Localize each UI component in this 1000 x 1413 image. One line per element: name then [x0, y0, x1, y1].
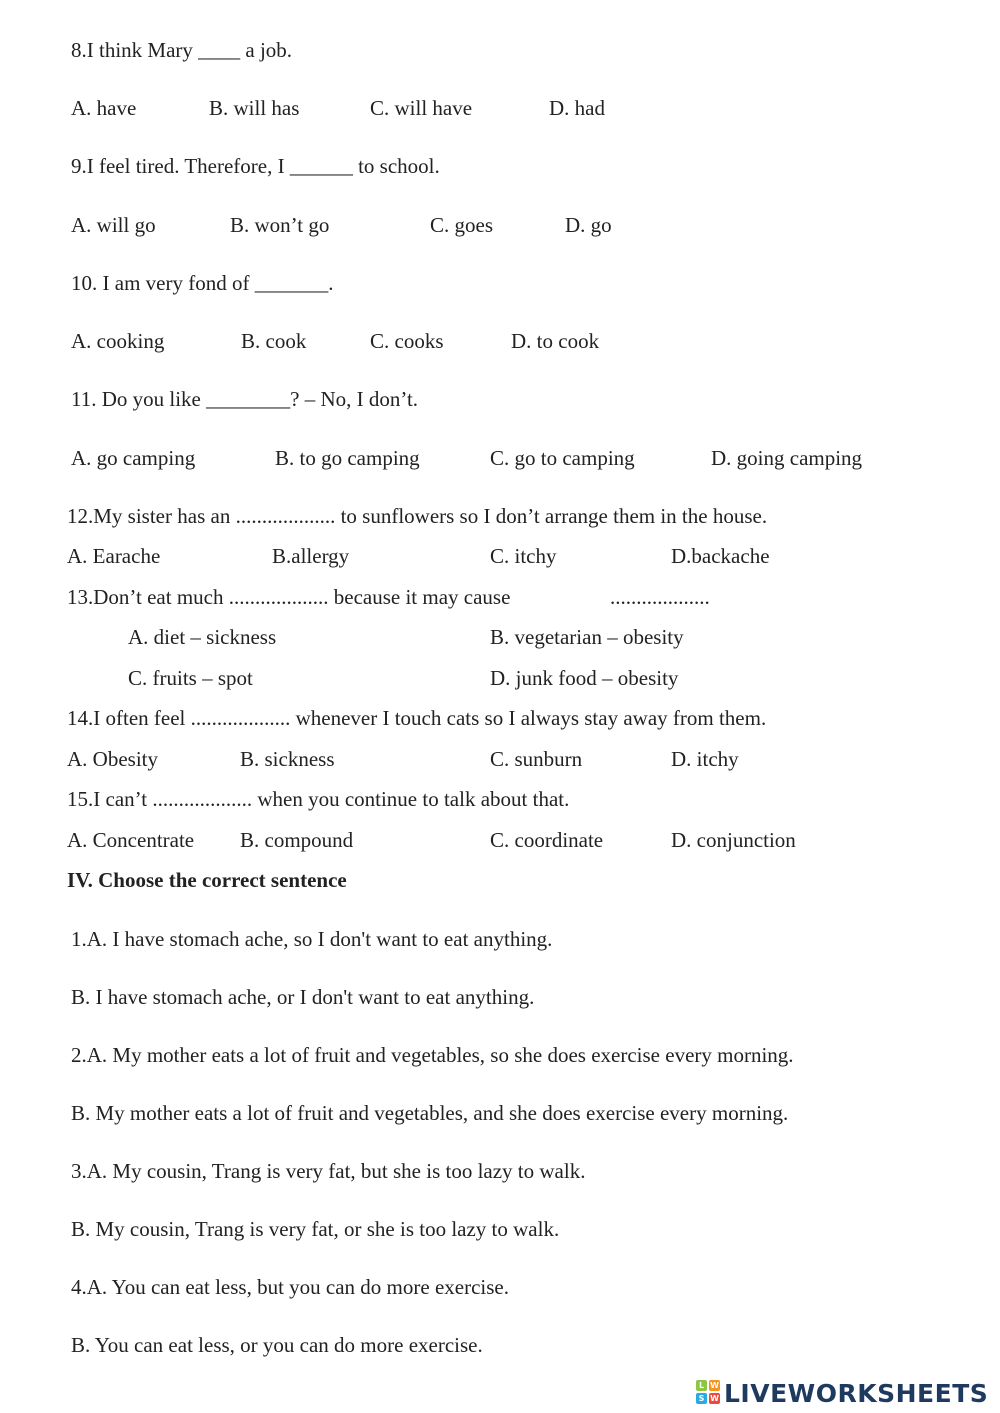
sentence-option: B. My mother eats a lot of fruit and vegetables, and she does exercise every morning.: [71, 1101, 789, 1125]
option: D. conjunction: [671, 828, 796, 852]
option: C. coordinate: [490, 828, 604, 852]
option: B. won’t go: [230, 213, 330, 237]
option: A. Obesity: [67, 747, 158, 771]
option: D. to cook: [511, 329, 600, 353]
option: D. junk food – obesity: [490, 666, 679, 690]
option: C. go to camping: [490, 446, 635, 470]
liveworksheets-logo: [696, 1376, 988, 1410]
question-13: 13.Don’t eat much ................... because it may cause: [67, 585, 511, 609]
logo-mark-cell: S: [696, 1393, 707, 1404]
logo-mark-cell: W: [710, 1381, 719, 1390]
option: B. cook: [241, 329, 307, 353]
option: A. go camping: [71, 446, 196, 470]
sentence-option: B. I have stomach ache, or I don't want to eat anything.: [71, 985, 535, 1009]
option: C. cooks: [370, 329, 444, 353]
option: A. diet – sickness: [128, 625, 277, 649]
sentence-option: B. My cousin, Trang is very fat, or she is too lazy to walk.: [71, 1217, 560, 1241]
option: A. have: [71, 96, 137, 120]
question-15: 15.I can’t ................... when you continue to talk about that.: [67, 787, 570, 811]
option: B. compound: [240, 828, 354, 852]
option: C. sunburn: [490, 747, 583, 771]
option: D.backache: [671, 544, 770, 568]
option: B. sickness: [240, 747, 335, 771]
sentence-option: 1.A. I have stomach ache, so I don't want to eat anything.: [71, 927, 553, 951]
logo-text: LIVEWORKSHEETS: [724, 1378, 989, 1408]
option: D. go: [565, 213, 612, 237]
option: C. goes: [430, 213, 493, 237]
sentence-option: 2.A. My mother eats a lot of fruit and vegetables, so she does exercise every morning.: [71, 1043, 794, 1067]
option: D. had: [549, 96, 605, 120]
question-9: 9.I feel tired. Therefore, I ______ to school.: [71, 154, 440, 178]
option: A. cooking: [71, 329, 165, 353]
question-13-blank: ...................: [610, 585, 710, 609]
liveworksheets-logo-icon: [696, 1380, 722, 1406]
option: C. itchy: [490, 544, 557, 568]
option: D. itchy: [671, 747, 739, 771]
option: A. Earache: [67, 544, 161, 568]
logo-mark-cell: L: [696, 1380, 707, 1391]
option: B. to go camping: [275, 446, 420, 470]
sentence-option: 4.A. You can eat less, but you can do more exercise.: [71, 1275, 509, 1299]
option: C. will have: [370, 96, 473, 120]
option: B. will has: [209, 96, 300, 120]
sentence-option: 3.A. My cousin, Trang is very fat, but she is too lazy to walk.: [71, 1159, 586, 1183]
sentence-option: B. You can eat less, or you can do more exercise.: [71, 1333, 483, 1357]
question-8: 8.I think Mary ____ a job.: [71, 38, 293, 62]
logo-mark-cell: W: [710, 1394, 719, 1403]
option: B. vegetarian – obesity: [490, 625, 684, 649]
section-heading: IV. Choose the correct sentence: [67, 868, 347, 892]
option: D. going camping: [711, 446, 863, 470]
option: A. Concentrate: [67, 828, 195, 852]
option: A. will go: [71, 213, 156, 237]
question-10: 10. I am very fond of _______.: [71, 271, 334, 295]
option: C. fruits – spot: [128, 666, 253, 690]
question-11: 11. Do you like ________? – No, I don’t.: [71, 387, 419, 411]
question-14: 14.I often feel ................... whenever I touch cats so I always stay away from them.: [67, 706, 767, 730]
question-12: 12.My sister has an ................... to sunflowers so I don’t arrange them in the house.: [67, 504, 768, 528]
option: B.allergy: [272, 544, 350, 568]
